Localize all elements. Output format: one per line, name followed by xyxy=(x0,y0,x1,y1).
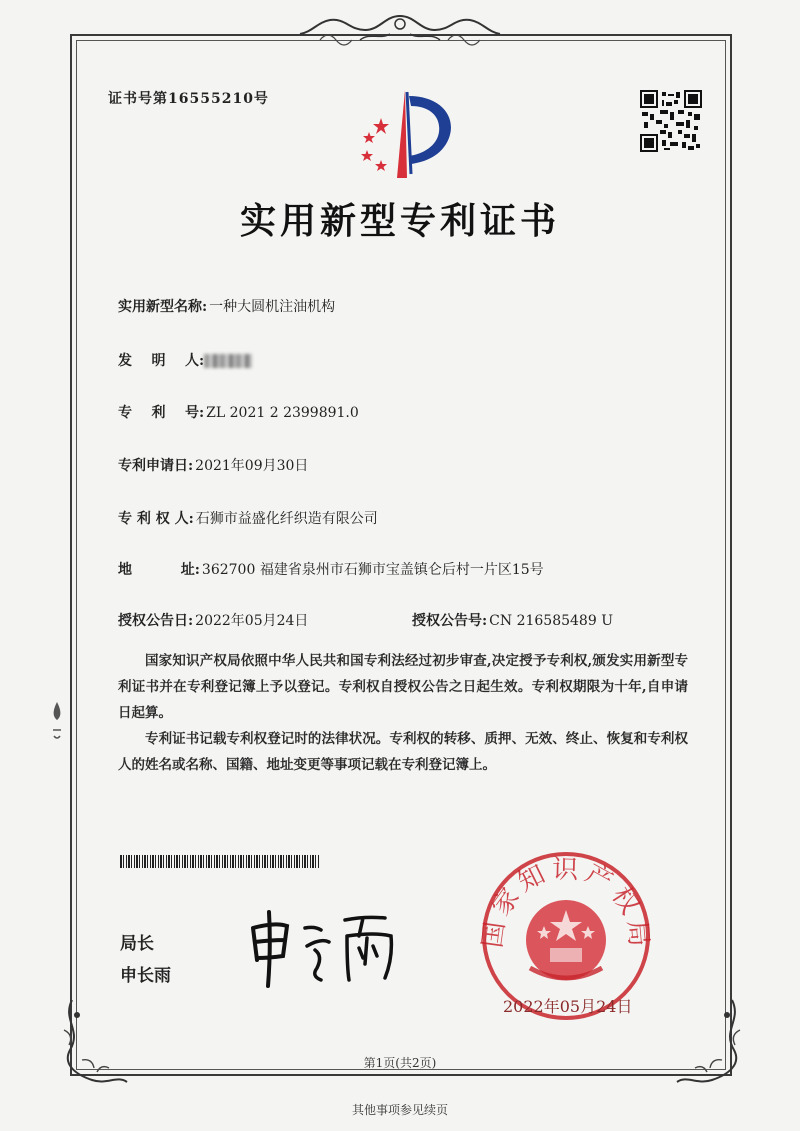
bottom-left-ornament-icon xyxy=(52,990,132,1090)
certificate-body xyxy=(118,648,688,778)
cnipa-logo-icon xyxy=(345,88,465,183)
inventor-redacted xyxy=(204,354,252,368)
body-paragraph-2: 专利证书记载专利权登记时的法律状况。专利权的转移、质押、无效、终止、恢复和专利权人的姓名或名称、国籍、地址变更等事项记载在专利登记簿上。 xyxy=(118,731,688,773)
director-title: 局长 xyxy=(120,934,154,954)
utility-model-name-label: 实用新型名称: xyxy=(118,299,208,315)
drop-mark-icon xyxy=(50,700,64,744)
qr-code-icon xyxy=(640,90,702,152)
continuation-note: 其他事项参见续页 xyxy=(351,1103,448,1117)
top-ornament-icon xyxy=(290,10,510,50)
handwritten-signature-icon xyxy=(235,898,405,993)
grant-number-row xyxy=(412,610,613,630)
patent-number-value: ZL 2021 2 2399891.0 xyxy=(206,405,359,421)
seal-date: 2022年05月24日 xyxy=(503,997,633,1016)
inventor-row xyxy=(118,350,252,370)
patent-number-label: 专 利 号: xyxy=(118,405,205,421)
address-label: 地 址: xyxy=(118,562,200,578)
grant-number-value: CN 216585489 U xyxy=(489,613,613,629)
body-paragraph-1: 国家知识产权局依照中华人民共和国专利法经过初步审查,决定授予专利权,颁发实用新型专利证书并在专利登记簿上予以登记。专利权自授权公告之日起生效。专利权期限为十年,自申请日起算。 xyxy=(118,653,688,721)
application-date-row xyxy=(118,455,308,475)
seal-text: 国家知识产权局 xyxy=(478,854,654,953)
address-row xyxy=(118,559,544,579)
patent-holder-label: 专 利 权 人: xyxy=(118,511,194,527)
patent-holder-row xyxy=(118,508,378,528)
address-value: 362700 福建省泉州市石狮市宝盖镇仑后村一片区15号 xyxy=(201,562,544,578)
application-date-value: 2021年09月30日 xyxy=(195,458,309,474)
grant-number-label: 授权公告号: xyxy=(412,613,488,629)
grant-date-row xyxy=(118,610,308,630)
grant-date-label: 授权公告日: xyxy=(118,613,194,629)
utility-model-name-row xyxy=(118,296,335,316)
patent-number-row xyxy=(118,402,359,422)
director-name: 申长雨 xyxy=(120,966,171,986)
certificate-number: 证书号第16555210号 xyxy=(108,91,269,107)
certificate-title: 实用新型专利证书 xyxy=(239,200,560,242)
patent-holder-value: 石狮市益盛化纤织造有限公司 xyxy=(195,511,378,527)
application-date-label: 专利申请日: xyxy=(118,458,194,474)
inventor-label: 发 明 人: xyxy=(118,353,205,369)
utility-model-name-value: 一种大圆机注油机构 xyxy=(209,299,336,315)
page-indicator: 第1页(共2页) xyxy=(363,1056,437,1070)
bottom-right-ornament-icon xyxy=(672,990,752,1090)
barcode xyxy=(120,855,320,868)
grant-date-value: 2022年05月24日 xyxy=(195,613,309,629)
